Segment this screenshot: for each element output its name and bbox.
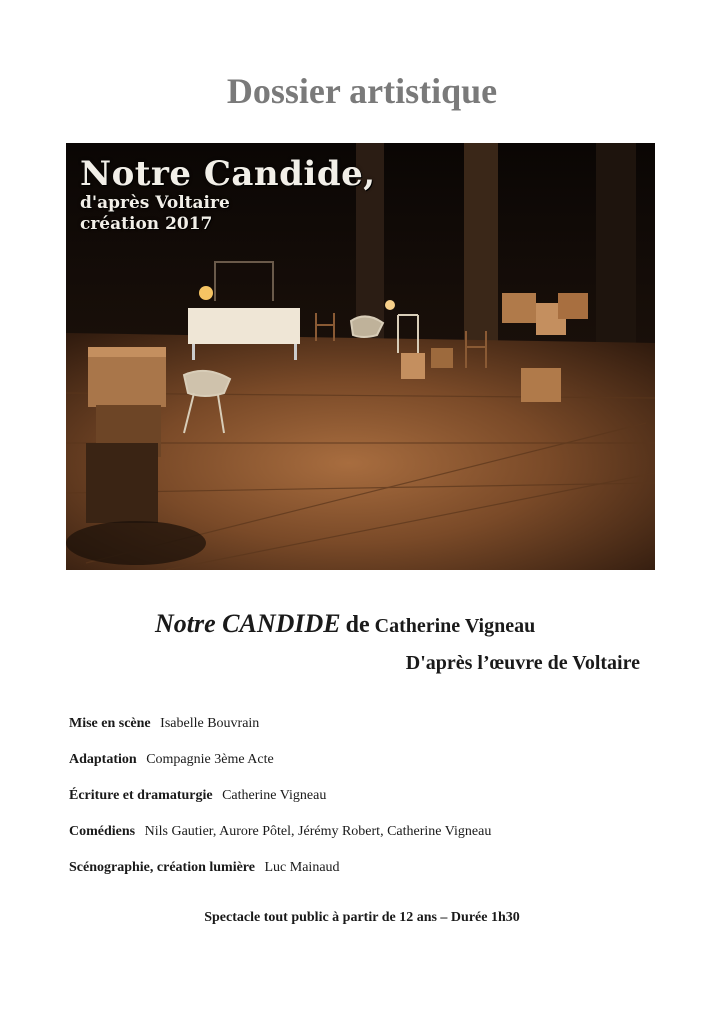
credit-row xyxy=(69,750,689,786)
credit-name: Luc Mainaud xyxy=(264,860,340,875)
credit-row xyxy=(69,858,689,894)
based-on-line: D'après l’œuvre de Voltaire xyxy=(405,652,640,674)
credit-row xyxy=(69,786,689,822)
credit-row xyxy=(69,822,689,858)
play-author: Catherine Vigneau xyxy=(374,615,536,637)
credit-name: Nils Gautier, Aurore Pôtel, Jérémy Robert, Catherine Vigneau xyxy=(144,824,492,839)
credit-role: Adaptation xyxy=(69,752,137,767)
play-heading xyxy=(155,609,535,639)
credit-row xyxy=(69,714,689,750)
photo-caption xyxy=(80,155,376,235)
play-title: Notre CANDIDE xyxy=(155,609,341,638)
credit-role: Mise en scène xyxy=(69,716,151,731)
credit-name: Compagnie 3ème Acte xyxy=(146,752,274,767)
credit-role: Scénographie, création lumière xyxy=(69,860,255,875)
caption-subtitle: d'après Voltaire xyxy=(80,193,230,213)
by-word: de xyxy=(345,612,370,638)
caption-year: création 2017 xyxy=(80,214,213,234)
credits-list xyxy=(69,714,689,894)
credit-name: Catherine Vigneau xyxy=(222,788,327,803)
audience-duration-note: Spectacle tout public à partir de 12 ans – Durée 1h30 xyxy=(204,910,520,925)
stage-photo xyxy=(66,143,655,570)
credit-role: Comédiens xyxy=(69,824,136,839)
credit-name: Isabelle Bouvrain xyxy=(160,716,260,731)
credit-role: Écriture et dramaturgie xyxy=(69,788,213,803)
page-title: Dossier artistique xyxy=(226,71,498,111)
caption-title: Notre Candide, xyxy=(80,154,376,194)
